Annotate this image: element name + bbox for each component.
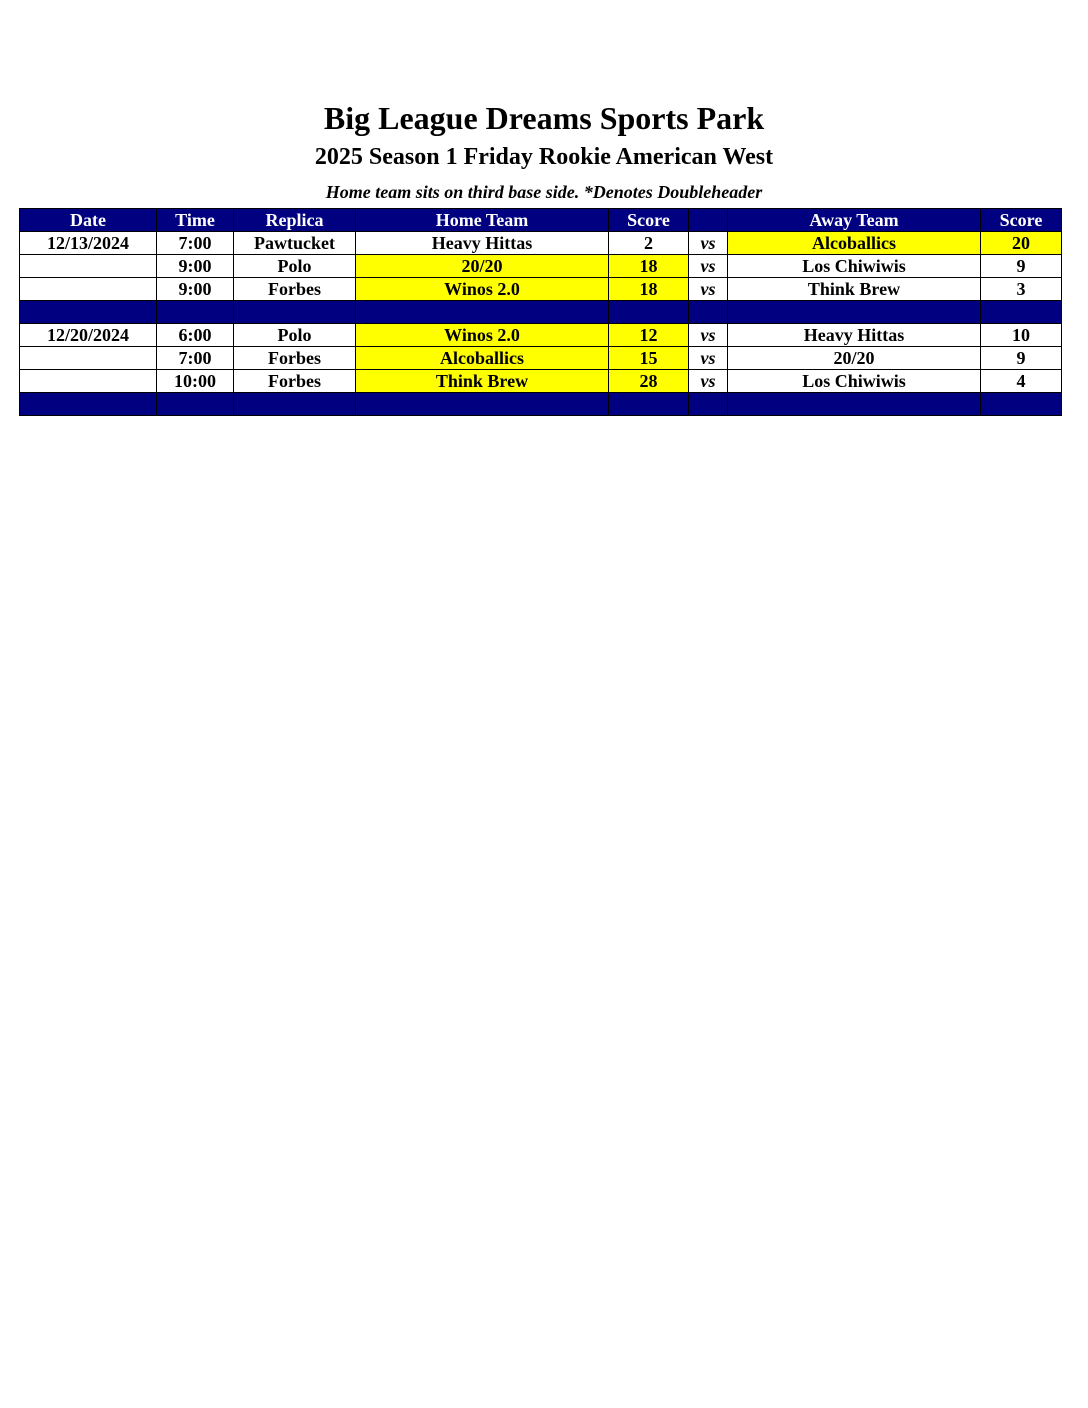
table-row (20, 278, 1062, 301)
away-score-cell: 10 (981, 324, 1062, 347)
vs-cell: vs (689, 347, 728, 370)
vs-cell: vs (689, 324, 728, 347)
home-score-cell: 12 (609, 324, 689, 347)
away-team-cell: Heavy Hittas (728, 324, 981, 347)
time-cell: 7:00 (157, 232, 234, 255)
replica-cell: Pawtucket (234, 232, 356, 255)
date-cell (20, 370, 157, 393)
replica-cell: Forbes (234, 347, 356, 370)
col-header-away-score: Score (981, 209, 1062, 232)
col-header-time: Time (157, 209, 234, 232)
date-cell: 12/13/2024 (20, 232, 157, 255)
replica-cell: Forbes (234, 370, 356, 393)
replica-cell: Forbes (234, 278, 356, 301)
home-team-cell: Heavy Hittas (356, 232, 609, 255)
col-header-replica: Replica (234, 209, 356, 232)
away-team-cell: Think Brew (728, 278, 981, 301)
replica-cell: Polo (234, 324, 356, 347)
vs-cell: vs (689, 255, 728, 278)
time-cell: 9:00 (157, 278, 234, 301)
away-score-cell: 20 (981, 232, 1062, 255)
separator-row (20, 301, 1062, 324)
time-cell: 7:00 (157, 347, 234, 370)
home-score-cell: 18 (609, 278, 689, 301)
date-cell (20, 255, 157, 278)
home-team-cell: Winos 2.0 (356, 324, 609, 347)
away-score-cell: 9 (981, 255, 1062, 278)
table-row (20, 255, 1062, 278)
separator-row (20, 393, 1062, 416)
home-team-cell: Alcoballics (356, 347, 609, 370)
away-team-cell: Los Chiwiwis (728, 370, 981, 393)
home-score-cell: 2 (609, 232, 689, 255)
col-header-home-team: Home Team (356, 209, 609, 232)
vs-cell: vs (689, 278, 728, 301)
table-row (20, 324, 1062, 347)
schedule-table (19, 208, 1062, 416)
date-cell (20, 278, 157, 301)
away-team-cell: Alcoballics (728, 232, 981, 255)
schedule-note: Home team sits on third base side. *Denotes Doubleheader (325, 182, 763, 202)
replica-cell: Polo (234, 255, 356, 278)
table-row (20, 370, 1062, 393)
page-title: Big League Dreams Sports Park (323, 100, 765, 136)
table-row (20, 347, 1062, 370)
away-score-cell: 9 (981, 347, 1062, 370)
col-header-date: Date (20, 209, 157, 232)
home-score-cell: 15 (609, 347, 689, 370)
date-cell (20, 347, 157, 370)
home-team-cell: 20/20 (356, 255, 609, 278)
away-score-cell: 3 (981, 278, 1062, 301)
table-row (20, 232, 1062, 255)
header-row (20, 209, 1062, 232)
time-cell: 10:00 (157, 370, 234, 393)
away-team-cell: 20/20 (728, 347, 981, 370)
time-cell: 9:00 (157, 255, 234, 278)
away-team-cell: Los Chiwiwis (728, 255, 981, 278)
vs-cell: vs (689, 370, 728, 393)
vs-cell: vs (689, 232, 728, 255)
home-team-cell: Winos 2.0 (356, 278, 609, 301)
home-team-cell: Think Brew (356, 370, 609, 393)
date-cell: 12/20/2024 (20, 324, 157, 347)
time-cell: 6:00 (157, 324, 234, 347)
away-score-cell: 4 (981, 370, 1062, 393)
col-header-home-score: Score (609, 209, 689, 232)
home-score-cell: 18 (609, 255, 689, 278)
home-score-cell: 28 (609, 370, 689, 393)
league-subtitle: 2025 Season 1 Friday Rookie American West (314, 144, 774, 170)
col-header-vs (689, 209, 728, 232)
col-header-away-team: Away Team (728, 209, 981, 232)
